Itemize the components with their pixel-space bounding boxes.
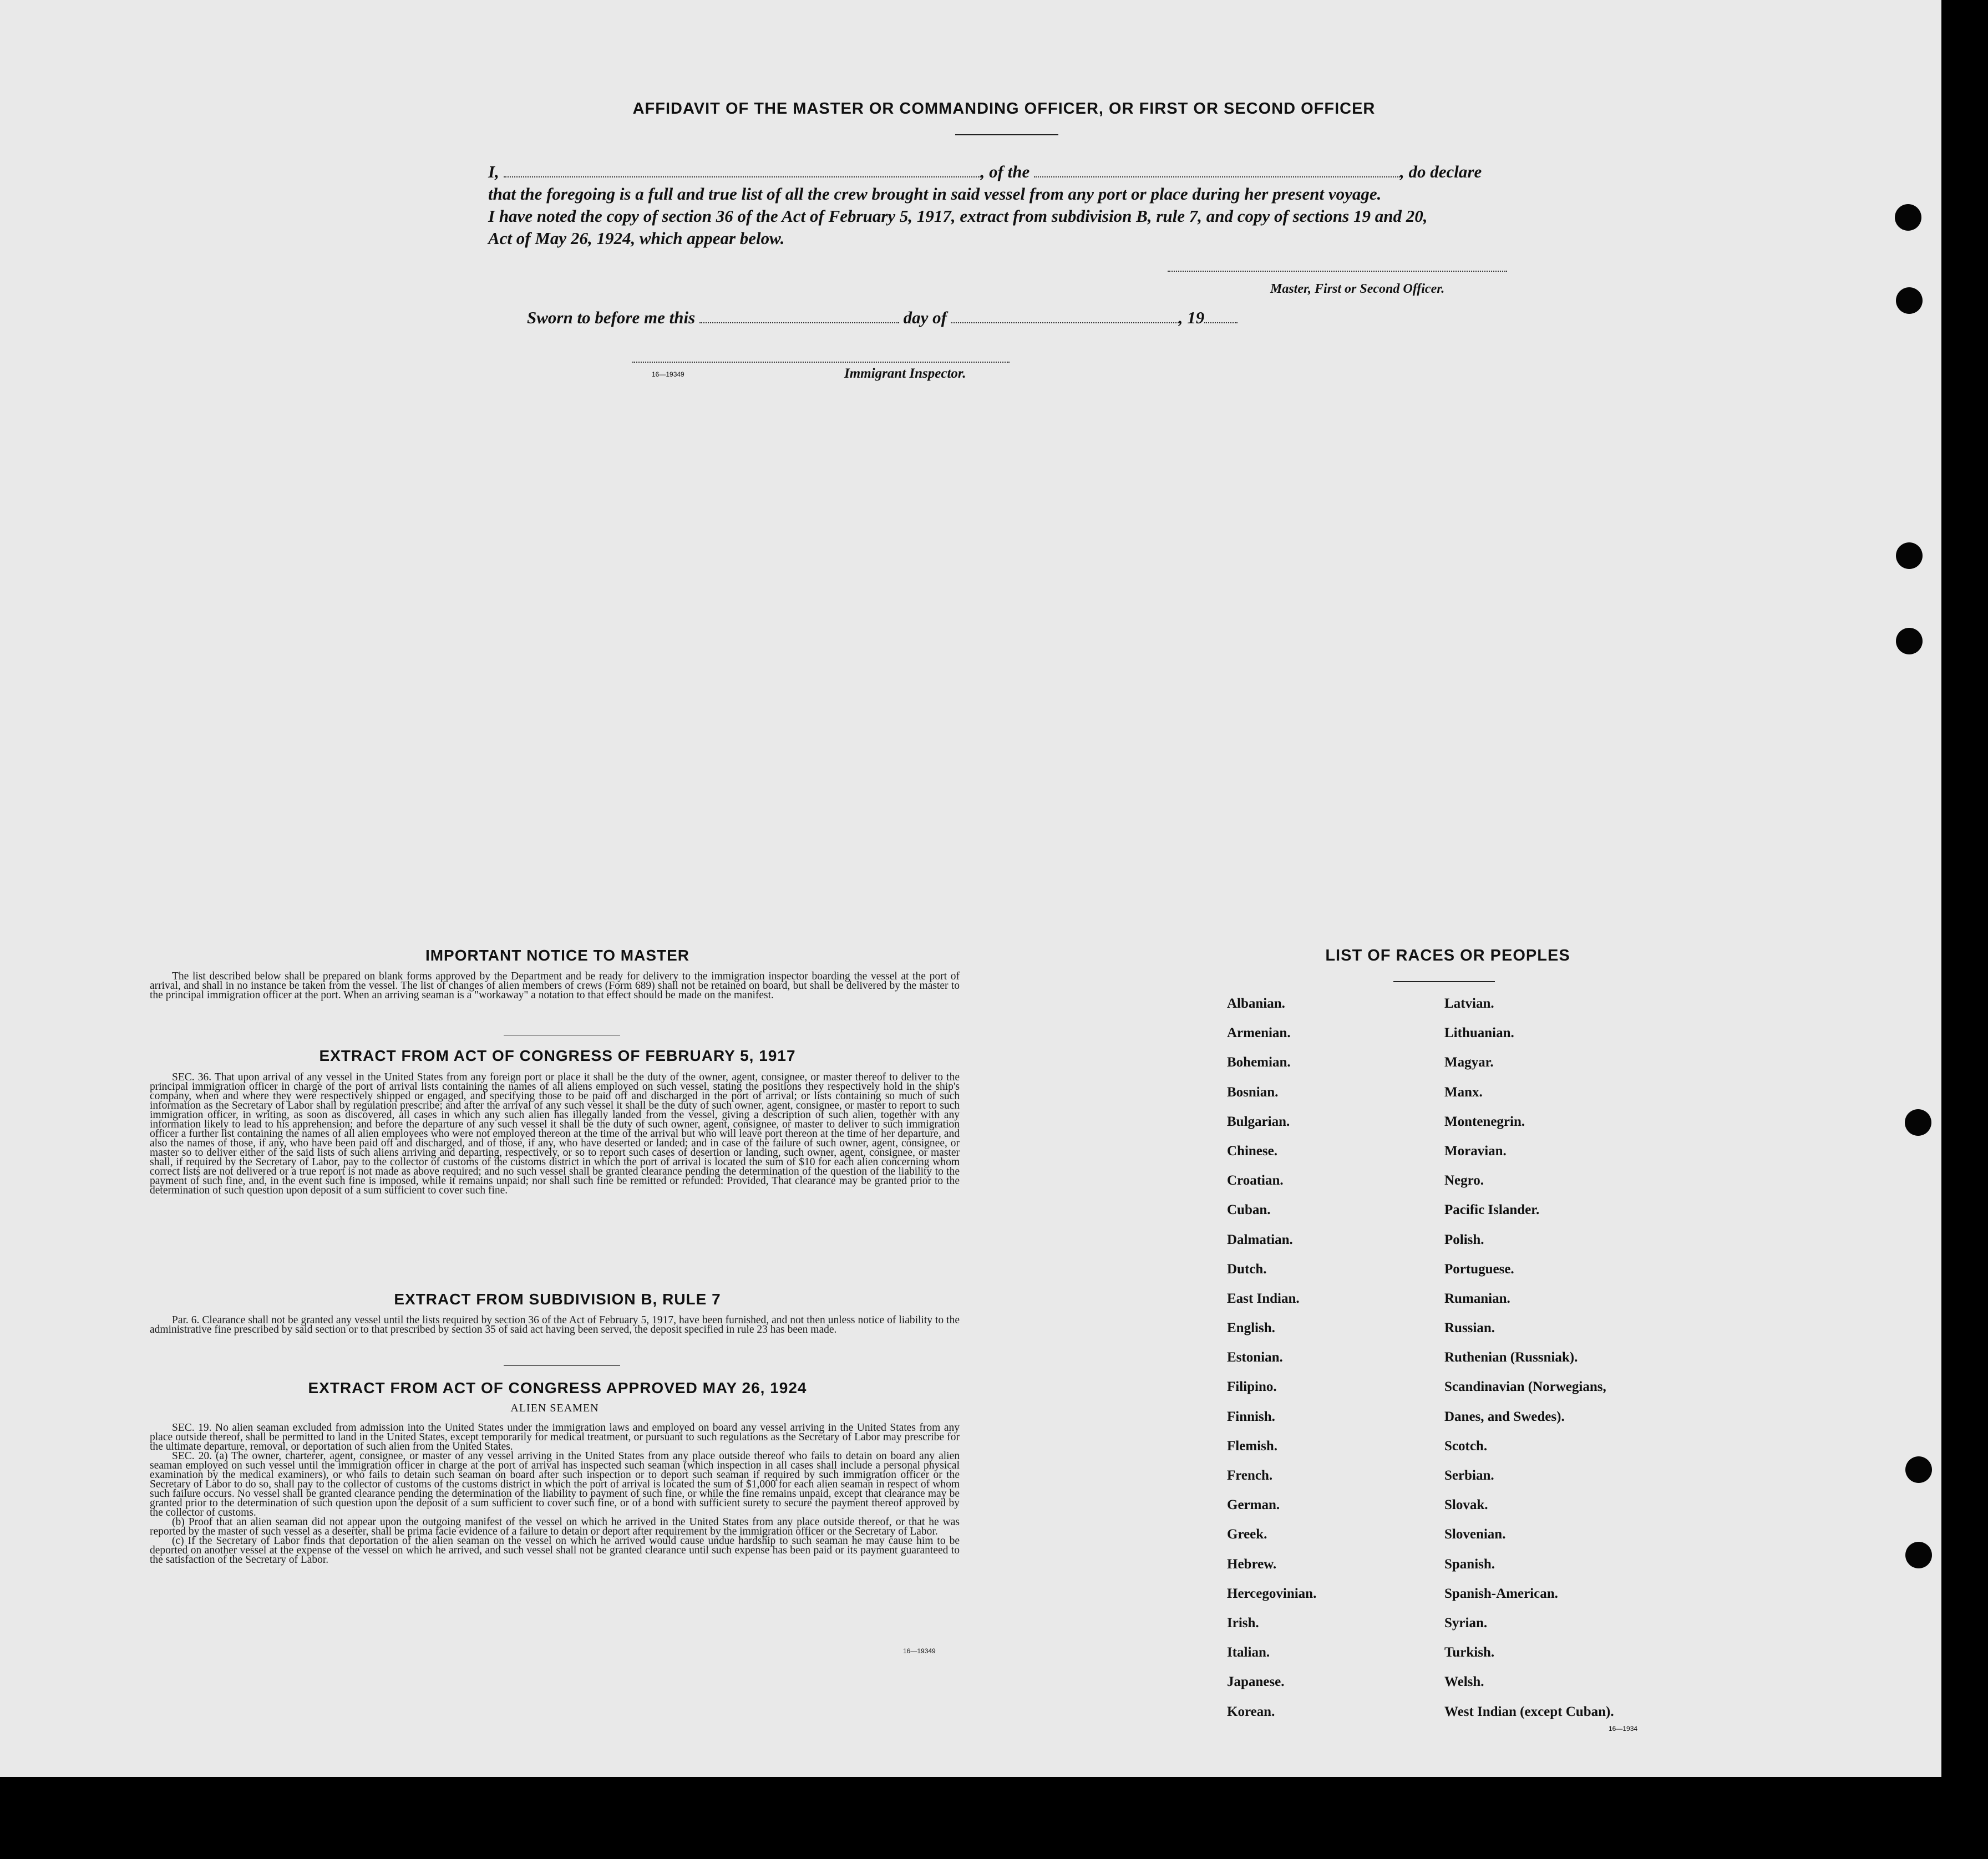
race-item: Hebrew. bbox=[1227, 1556, 1277, 1572]
sworn-prefix: Sworn to before me this bbox=[527, 308, 696, 327]
section-20c: (c) If the Secretary of Labor finds that deportation of the alien seaman on the vessel on which he arrived would cause undue hardship to such seaman he may cause him to be deported on another vessel at the expense of the vessel on which he arrived, and such vessel shall not be granted clearance until such expense has been paid or its payment guaranteed to the satisfaction of the Secretary of Labor. bbox=[150, 1535, 960, 1566]
race-item: Pacific Islander. bbox=[1444, 1202, 1540, 1218]
race-item: English. bbox=[1227, 1320, 1275, 1336]
notice-text: The list described below shall be prepared on blank forms approved by the Department and be ready for delivery to the immigration inspector boarding the vessel at the port of arrival, and shall in no instance be taken from the vessel. The list of changes of alien members of crews (Form 689) shall not be retained on board, but shall be delivered by the master to the principal immigration officer at the port. When an arriving seaman is a "workaway" a notation to that effect should be made on the manifest. bbox=[150, 971, 960, 1001]
race-item: Slovenian. bbox=[1444, 1527, 1506, 1542]
race-item: Negro. bbox=[1444, 1173, 1484, 1188]
sworn-year-field[interactable] bbox=[1204, 322, 1238, 323]
race-item: Rumanian. bbox=[1444, 1291, 1510, 1306]
of-the-text: , of the bbox=[980, 162, 1030, 181]
race-item: Croatian. bbox=[1227, 1173, 1284, 1188]
name-field[interactable] bbox=[504, 176, 981, 177]
race-item: Polish. bbox=[1444, 1232, 1484, 1247]
race-item: Ruthenian (Russniak). bbox=[1444, 1350, 1578, 1365]
race-item: Albanian. bbox=[1227, 996, 1285, 1011]
race-item: Greek. bbox=[1227, 1527, 1267, 1542]
races-form-number: 16—1934 bbox=[1609, 1725, 1638, 1733]
race-item: Magyar. bbox=[1444, 1055, 1494, 1070]
race-item: Montenegrin. bbox=[1444, 1114, 1525, 1129]
race-item: Slovak. bbox=[1444, 1497, 1488, 1513]
section-19: SEC. 19. No alien seaman excluded from admission into the United States under the immigration laws and employed on board any vessel arriving in the United States from any place outside thereof, shall be permitted to land in the United States, except temporarily for medical treatment, or pursuant to such regulations as the Secretary of Labor may prescribe for the ultimate departure, removal, or deportation of such alien from the United States. bbox=[150, 1422, 960, 1452]
section-20b: (b) Proof that an alien seaman did not appear upon the outgoing manifest of the vessel on which he arrived in the United States from any place outside thereof, or that he was reported by the master of such vessel as a deserter, shall be prima facie evidence of a failure to detain or deport after requirement by the immigration officer or the Secretary of Labor. bbox=[150, 1516, 960, 1537]
race-item: Korean. bbox=[1227, 1704, 1275, 1719]
race-item: Dalmatian. bbox=[1227, 1232, 1293, 1247]
race-item: French. bbox=[1227, 1468, 1273, 1483]
extract-rule7-title: EXTRACT FROM SUBDIVISION B, RULE 7 bbox=[394, 1291, 721, 1308]
extract-rule7-text: Par. 6. Clearance shall not be granted any vessel until the lists required by section 36 of the Act of February 5, 1917, have been furnished, and not then unless notice of liability to the administrative fine prescribed by said section or to that prescribed by section 35 of said act having been served, the deposit specified in rule 23 has been made. bbox=[150, 1314, 960, 1335]
binder-hole bbox=[1895, 204, 1921, 231]
binder-hole bbox=[1896, 542, 1923, 569]
declaration-line-1 bbox=[488, 162, 1482, 182]
sworn-month-field[interactable] bbox=[951, 322, 1179, 323]
affidavit-title: AFFIDAVIT OF THE MASTER OR COMMANDING OFFICER, OR FIRST OR SECOND OFFICER bbox=[632, 100, 1376, 118]
race-item: Turkish. bbox=[1444, 1645, 1495, 1660]
races-column-1 bbox=[1227, 995, 1316, 1733]
race-item: German. bbox=[1227, 1497, 1280, 1513]
race-item: Dutch. bbox=[1227, 1261, 1267, 1277]
race-item: Bohemian. bbox=[1227, 1055, 1291, 1070]
race-item: Spanish-American. bbox=[1444, 1586, 1558, 1601]
inspector-signature-field[interactable] bbox=[632, 362, 1010, 363]
race-item: Bosnian. bbox=[1227, 1084, 1279, 1100]
sworn-line bbox=[527, 308, 1238, 328]
race-item: Chinese. bbox=[1227, 1143, 1277, 1159]
notice-title: IMPORTANT NOTICE TO MASTER bbox=[425, 947, 690, 964]
race-item: West Indian (except Cuban). bbox=[1444, 1704, 1614, 1719]
race-item: Italian. bbox=[1227, 1645, 1270, 1660]
master-signature-field[interactable] bbox=[1168, 271, 1507, 272]
race-item: Syrian. bbox=[1444, 1615, 1488, 1631]
race-item: Welsh. bbox=[1444, 1674, 1484, 1690]
divider-2 bbox=[504, 1365, 620, 1366]
race-item: Japanese. bbox=[1227, 1674, 1285, 1690]
declaration-line-3: I have noted the copy of section 36 of the Act of February 5, 1917, extract from subdivision B, rule 7, and copy of sections 19 and 20, bbox=[488, 206, 1428, 226]
affidavit-form-number: 16—19349 bbox=[652, 370, 684, 378]
do-declare-text: , do declare bbox=[1400, 162, 1482, 181]
race-item: Irish. bbox=[1227, 1615, 1259, 1631]
race-item: Serbian. bbox=[1444, 1468, 1494, 1483]
extract-1924-title: EXTRACT FROM ACT OF CONGRESS APPROVED MAY 26, 1924 bbox=[308, 1379, 807, 1396]
race-item: Scotch. bbox=[1444, 1438, 1488, 1454]
race-item: Armenian. bbox=[1227, 1025, 1291, 1041]
binder-hole bbox=[1905, 1456, 1932, 1483]
sworn-date-field[interactable] bbox=[699, 322, 899, 323]
master-signature-label: Master, First or Second Officer. bbox=[1270, 282, 1445, 296]
race-item: Finnish. bbox=[1227, 1409, 1275, 1424]
title-divider bbox=[955, 134, 1058, 135]
binder-hole bbox=[1905, 1109, 1931, 1136]
race-item: Manx. bbox=[1444, 1084, 1483, 1100]
binder-hole bbox=[1896, 287, 1923, 314]
race-item: Spanish. bbox=[1444, 1556, 1495, 1572]
race-item: Flemish. bbox=[1227, 1438, 1277, 1454]
race-item: Cuban. bbox=[1227, 1202, 1271, 1218]
race-item: Bulgarian. bbox=[1227, 1114, 1290, 1129]
race-item: Russian. bbox=[1444, 1320, 1495, 1336]
races-title: LIST OF RACES OR PEOPLES bbox=[1325, 947, 1570, 964]
binder-hole bbox=[1896, 628, 1923, 654]
sworn-year: , 19 bbox=[1178, 308, 1205, 327]
race-item: Scandinavian (Norwegians, bbox=[1444, 1379, 1606, 1395]
declaration-line-2: that the foregoing is a full and true list of all the crew brought in said vessel from any port or place during her present voyage. bbox=[488, 184, 1382, 204]
extract-1917-title: EXTRACT FROM ACT OF CONGRESS OF FEBRUARY 5, 1917 bbox=[319, 1047, 796, 1064]
race-item: Lithuanian. bbox=[1444, 1025, 1514, 1041]
section-20a: SEC. 20. (a) The owner, charterer, agent, consignee, or master of any vessel arriving in the United States from any place outside thereof who fails to detain on board any alien seaman employed on such vessel until the immigration officer in charge at the port of arrival has inspected such seaman (which inspection in all cases shall include a personal physical examination by the medical examiners), or who fails to detain such seaman on board after such inspection or to deport such seaman if required by such immigration officer or the Secretary of Labor to do so, shall pay to the collector of customs of the customs district in which the port of arrival is located the sum of $1,000 for each alien seaman in respect of whom such failure occurs. No vessel shall be granted clearance pending the determination of the liability to payment of such fine, or while the fine remains unpaid, except that clearance may be granted prior to the determination of such question upon the deposit of a sum sufficient to cover such fine, or of a bond with sufficient surety to secure the payment thereof approved by the collector of customs. bbox=[150, 1450, 960, 1518]
race-item: Estonian. bbox=[1227, 1350, 1283, 1365]
race-item: Portuguese. bbox=[1444, 1261, 1514, 1277]
sworn-day-of: day of bbox=[903, 308, 947, 327]
position-field[interactable] bbox=[1034, 176, 1400, 177]
race-item: Filipino. bbox=[1227, 1379, 1277, 1395]
races-title-divider bbox=[1393, 981, 1495, 982]
race-item: Danes, and Swedes). bbox=[1444, 1409, 1565, 1424]
declaration-line-4: Act of May 26, 1924, which appear below. bbox=[488, 228, 785, 248]
race-item: Moravian. bbox=[1444, 1143, 1507, 1159]
race-item: Latvian. bbox=[1444, 996, 1494, 1011]
races-column-2 bbox=[1444, 995, 1614, 1733]
extract-form-number: 16—19349 bbox=[903, 1647, 936, 1655]
extract-1924-text bbox=[150, 1423, 960, 1565]
race-item: Hercegovinian. bbox=[1227, 1586, 1317, 1601]
affidavit-i: I, bbox=[488, 162, 499, 181]
binder-hole bbox=[1905, 1542, 1932, 1568]
race-item: East Indian. bbox=[1227, 1291, 1300, 1306]
extract-1917-text: SEC. 36. That upon arrival of any vessel in the United States from any foreign port or place it shall be the duty of the owner, agent, consignee, or master thereof to deliver to the principal immigration officer in charge of the port of arrival lists containing the names of all aliens employed on such vessel, stating the positions they respectively hold in the ship's company, when and where they were respectively shipped or engaged, and specifying those to be paid off and discharged in the port of arrival; or lists containing so much of such information as the Secretary of Labor shall by regulation prescribe; and after the arrival of any such vessel it shall be the duty of such owner, agent, consignee, or master to report to such immigration officer, in writing, as soon as discovered, all cases in which any such alien has illegally landed from the vessel, giving a description of such alien, together with any information likely to lead to his apprehension; and before the departure of any such vessel it shall be the duty of such owner, agent, consignee, or master to deliver to such immigration officer a further list containing the names of all alien employees who were not employed thereon at the time of the arrival but who will leave port thereon at the time of her departure, and also the names of those, if any, who have been paid off and discharged, and of those, if any, who have deserted or landed; and in case of the failure of such owner, agent, consignee, or master so to deliver either of the said lists of such aliens arriving and departing, respectively, or so to report such cases of desertion or landing, such owner, agent, consignee, or master shall, if required by the Secretary of Labor, pay to the collector of customs of the customs district in which the port of arrival is located the sum of $10 for each alien concerning whom correct lists are not delivered or a true report is not made as above required; and no such vessel shall be granted clearance pending the determination of the question of the liability to the payment of such fine, and, in the event such fine is imposed, while it remains unpaid; nor shall such fine be remitted or refunded: Provided, That clearance may be granted prior to the determination of such question upon deposit of a sum sufficient to cover such fine. bbox=[150, 1071, 960, 1196]
inspector-label: Immigrant Inspector. bbox=[844, 366, 966, 381]
alien-seamen-subtitle: ALIEN SEAMEN bbox=[510, 1402, 599, 1414]
